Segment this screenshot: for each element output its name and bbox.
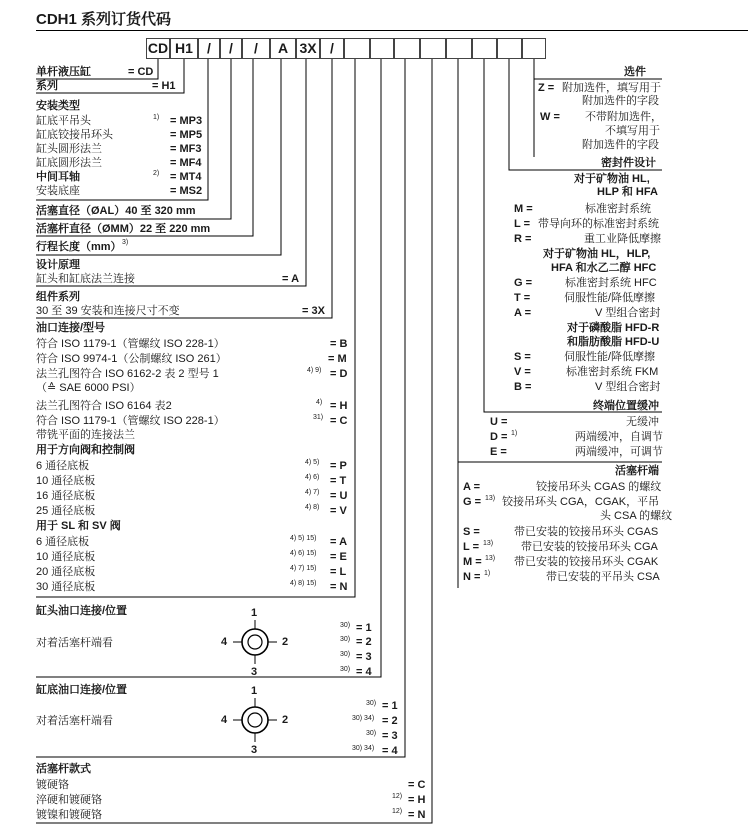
note-head-3: 30) — [340, 651, 351, 658]
heading-ports: 油口连接/型号 — [36, 322, 106, 334]
heading-rod-style: 活塞杆款式 — [36, 763, 91, 775]
text-rodend-l: 带已安装的铰接吊环头 CGA — [521, 541, 658, 553]
code-seal-g: G = — [514, 277, 533, 289]
page-title: CDH1 系列订货代码 — [36, 11, 172, 28]
note-rod-n: 12) — [392, 808, 403, 815]
code-base-3: = 3 — [382, 730, 398, 742]
text-option-w-3: 附加选件的字段 — [582, 139, 659, 151]
code-option-z: Z = — [538, 82, 555, 94]
text-seal-t: 伺服性能/降低摩擦 — [564, 292, 656, 304]
note-head-2: 30) — [340, 636, 351, 643]
code-port-a: = A — [330, 536, 348, 548]
note-port-u: 4) 7) — [305, 489, 320, 496]
note-port-h: 4) — [316, 399, 323, 406]
label-rod-diameter: 活塞杆直径（ØMM）22 至 220 mm — [36, 223, 211, 235]
code-seal-a: A = — [514, 307, 532, 319]
note-port-n: 4) 8) 15) — [290, 580, 317, 587]
text-seal-s: 伺服性能/降低摩擦 — [564, 351, 656, 363]
label-mp5: 缸底铰接吊环头 — [36, 129, 113, 141]
text-cushion-d: 两端缓冲，自调节 — [575, 431, 663, 443]
note-port-e: 4) 6) 15) — [290, 550, 317, 557]
caption-head-port: 对着活塞杆端看 — [36, 637, 113, 649]
note-mt4: 2) — [153, 170, 160, 177]
code-port-b: = B — [330, 338, 348, 350]
heading-cushioning: 终端位置缓冲 — [593, 400, 659, 412]
note-mp3: 1) — [153, 114, 160, 121]
heading-design: 设计原理 — [36, 259, 80, 271]
text-option-w-2: 不填写用于 — [605, 125, 660, 137]
note-rodend-l: 13) — [483, 540, 494, 547]
label-port-e: 10 通径底板 — [36, 551, 96, 563]
code-rodend-s: S = — [463, 526, 480, 538]
note-base-1: 30) — [366, 700, 377, 707]
code-port-c: = C — [330, 415, 348, 427]
label-piston-diameter: 活塞直径（ØAL）40 至 320 mm — [36, 205, 196, 217]
note-head-1: 30) — [340, 622, 351, 629]
label-port-n: 30 通径底板 — [36, 581, 96, 593]
label-port-h: 法兰孔图符合 ISO 6164 表2 — [36, 400, 172, 412]
note-port-d: 4) 9) — [307, 367, 322, 374]
code-box: CD — [146, 38, 170, 59]
label-rod-h: 淬硬和镀硬铬 — [36, 794, 102, 806]
heading-base-port: 缸底油口连接/位置 — [36, 684, 128, 696]
label-port-c: 符合 ISO 1179-1（管螺纹 ISO 228-1） — [36, 415, 225, 427]
code-base-4: = 4 — [382, 745, 398, 757]
code-cd: = CD — [128, 66, 154, 78]
label-series: 系列 — [36, 80, 58, 92]
note-base-3: 30) — [366, 730, 377, 737]
code-head-2: = 2 — [356, 636, 372, 648]
text-rodend-n: 带已安装的平吊头 CSA — [546, 571, 660, 583]
label-port-p: 6 通径底板 — [36, 460, 90, 472]
note-stroke: 3) — [122, 239, 129, 246]
note-port-v: 4) 8) — [305, 504, 320, 511]
code-mt4: = MT4 — [170, 171, 202, 183]
code-seal-r: R = — [514, 233, 532, 245]
code-box: / — [320, 38, 344, 59]
note-base-4: 30) 34) — [352, 745, 375, 752]
code-box: 3X — [296, 38, 320, 59]
code-port-h: = H — [330, 400, 348, 412]
text-rodend-g-2: 头 CSA 的螺纹 — [600, 510, 673, 522]
note-port-t: 4) 6) — [305, 474, 320, 481]
code-rodend-a: A = — [463, 481, 481, 493]
code-seal-l: L = — [514, 218, 531, 230]
code-box: / — [220, 38, 242, 59]
code-rodend-m: M = — [463, 556, 482, 568]
label-rod-c: 镀硬铬 — [36, 779, 69, 791]
note-rodend-g: 13) — [485, 495, 496, 502]
base-pos-3: 3 — [251, 744, 258, 756]
text-seal-m: 标准密封系统 — [585, 203, 651, 215]
code-seal-s: S = — [514, 351, 531, 363]
label-port-c-flange: 带铣平面的连接法兰 — [36, 429, 135, 441]
code-mf4: = MF4 — [170, 157, 202, 169]
code-rod-c: = C — [408, 779, 426, 791]
heading-component-series: 组件系列 — [36, 291, 80, 303]
text-cushion-u: 无缓冲 — [626, 416, 659, 428]
code-port-d: = D — [330, 368, 348, 380]
base-pos-1: 1 — [251, 685, 258, 697]
code-cushion-e: E = — [490, 446, 507, 458]
code-port-n: = N — [330, 581, 348, 593]
code-rodend-n: N = — [463, 571, 481, 583]
code-port-v: = V — [330, 505, 347, 517]
seal-group-3-line-1: 对于磷酸脂 HFD-R — [567, 322, 660, 334]
label-mf4: 缸底圆形法兰 — [36, 157, 102, 169]
note-rod-h: 12) — [392, 793, 403, 800]
code-rodend-g: G = — [463, 496, 482, 508]
label-port-l: 20 通径底板 — [36, 566, 96, 578]
label-series-3x: 30 至 39 安装和连接尺寸不变 — [36, 305, 180, 317]
label-port-b: 符合 ISO 1179-1（管螺纹 ISO 228-1） — [36, 338, 225, 350]
text-seal-l: 带导向环的标准密封系统 — [538, 218, 659, 230]
text-rodend-s: 带已安装的铰接吊环头 CGAS — [514, 526, 659, 538]
seal-group-2-line-1: 对于矿物油 HL，HLP, — [543, 248, 651, 260]
code-seal-m: M = — [514, 203, 533, 215]
code-port-t: = T — [330, 475, 347, 487]
code-box: A — [270, 38, 296, 59]
code-seal-b: B = — [514, 381, 532, 393]
note-cushion-d: 1) — [511, 430, 518, 437]
code-mf3: = MF3 — [170, 143, 202, 155]
note-base-2: 30) 34) — [352, 715, 375, 722]
seal-group-2-line-2: HFA 和水乙二醇 HFC — [551, 262, 657, 274]
label-port-a: 6 通径底板 — [36, 536, 90, 548]
heading-options: 选件 — [624, 66, 646, 78]
seal-group-1-line-1: 对于矿物油 HL, — [574, 173, 650, 185]
code-port-p: = P — [330, 460, 347, 472]
code-head-4: = 4 — [356, 666, 372, 678]
code-seal-t: T = — [514, 292, 531, 304]
text-seal-b: V 型组合密封 — [595, 381, 661, 393]
code-base-2: = 2 — [382, 715, 398, 727]
label-port-d-sae: （≙ SAE 6000 PSI） — [36, 382, 141, 394]
code-rodend-l: L = — [463, 541, 480, 553]
code-seal-v: V = — [514, 366, 531, 378]
heading-seals: 密封件设计 — [601, 157, 656, 169]
head-pos-3: 3 — [251, 666, 258, 678]
heading-rod-end: 活塞杆端 — [615, 465, 659, 477]
caption-base-port: 对着活塞杆端看 — [36, 715, 113, 727]
note-port-p: 4) 5) — [305, 459, 320, 466]
label-mf3: 缸头圆形法兰 — [36, 143, 102, 155]
code-design-a: = A — [282, 273, 300, 285]
label-port-m: 符合 ISO 9974-1（公制螺纹 ISO 261） — [36, 353, 227, 365]
label-stroke-length: 行程长度（mm） — [36, 241, 122, 253]
note-port-a: 4) 5) 15) — [290, 535, 317, 542]
text-rodend-a: 铰接吊环头 CGAS 的螺纹 — [536, 481, 662, 493]
label-port-t: 10 通径底板 — [36, 475, 96, 487]
label-design-a: 缸头和缸底法兰连接 — [36, 273, 135, 285]
seal-group-3-line-2: 和脂肪酸脂 HFD-U — [567, 336, 660, 348]
label-rod-n: 镀镍和镀硬铬 — [36, 809, 102, 821]
text-seal-g: 标准密封系统 HFC — [565, 277, 657, 289]
code-base-1: = 1 — [382, 700, 398, 712]
heading-mounting: 安装类型 — [36, 100, 80, 112]
label-single-rod-cylinder: 单杆液压缸 — [36, 66, 91, 78]
note-port-l: 4) 7) 15) — [290, 565, 317, 572]
code-mp5: = MP5 — [170, 129, 203, 141]
code-port-e: = E — [330, 551, 347, 563]
seal-group-1-line-2: HLP 和 HFA — [597, 186, 658, 198]
label-mp3: 缸底平吊头 — [36, 115, 91, 127]
base-pos-2: 2 — [282, 714, 289, 726]
code-box: H1 — [170, 38, 198, 59]
text-seal-v: 标准密封系统 FKM — [566, 366, 659, 378]
text-option-z-1: 附加选件，填写用于 — [562, 82, 661, 94]
heading-sl-sv-valves: 用于 SL 和 SV 阀 — [36, 520, 121, 532]
label-port-v: 25 通径底板 — [36, 505, 96, 517]
heading-head-port: 缸头油口连接/位置 — [36, 605, 128, 617]
label-ms2: 安装底座 — [36, 185, 80, 197]
code-rod-h: = H — [408, 794, 426, 806]
note-port-c: 31) — [313, 414, 324, 421]
base-pos-4: 4 — [221, 714, 228, 726]
code-h1: = H1 — [152, 80, 176, 92]
text-option-w-1: 不带附加选件， — [585, 111, 662, 123]
label-port-d: 法兰孔图符合 ISO 6162-2 表 2 型号 1 — [36, 368, 219, 380]
heading-directional-valves: 用于方向阀和控制阀 — [36, 444, 135, 456]
code-head-3: = 3 — [356, 651, 372, 663]
head-pos-2: 2 — [282, 636, 289, 648]
text-seal-r: 重工业降低摩擦 — [584, 233, 661, 245]
code-cushion-d: D = — [490, 431, 508, 443]
code-port-u: = U — [330, 490, 348, 502]
code-ms2: = MS2 — [170, 185, 203, 197]
code-box: / — [242, 38, 270, 59]
code-rod-n: = N — [408, 809, 426, 821]
text-rodend-g: 铰接吊环头 CGA，CGAK，平吊 — [502, 496, 660, 508]
label-mt4: 中间耳轴 — [36, 171, 80, 183]
code-box: / — [198, 38, 220, 59]
head-pos-4: 4 — [221, 636, 228, 648]
code-option-w: W = — [540, 111, 560, 123]
note-rodend-m: 13) — [485, 555, 496, 562]
code-port-l: = L — [330, 566, 347, 578]
text-option-z-2: 附加选件的字段 — [582, 95, 659, 107]
note-rodend-n: 1) — [484, 570, 491, 577]
code-mp3: = MP3 — [170, 115, 203, 127]
code-3x: = 3X — [302, 305, 325, 317]
code-head-1: = 1 — [356, 622, 372, 634]
text-rodend-m: 带已安装的铰接吊环头 CGAK — [514, 556, 659, 568]
text-seal-a: V 型组合密封 — [595, 307, 661, 319]
note-head-4: 30) — [340, 666, 351, 673]
head-pos-1: 1 — [251, 607, 258, 619]
code-port-m: = M — [328, 353, 347, 365]
label-port-u: 16 通径底板 — [36, 490, 96, 502]
code-cushion-u: U = — [490, 416, 508, 428]
text-cushion-e: 两端缓冲，可调节 — [575, 446, 663, 458]
